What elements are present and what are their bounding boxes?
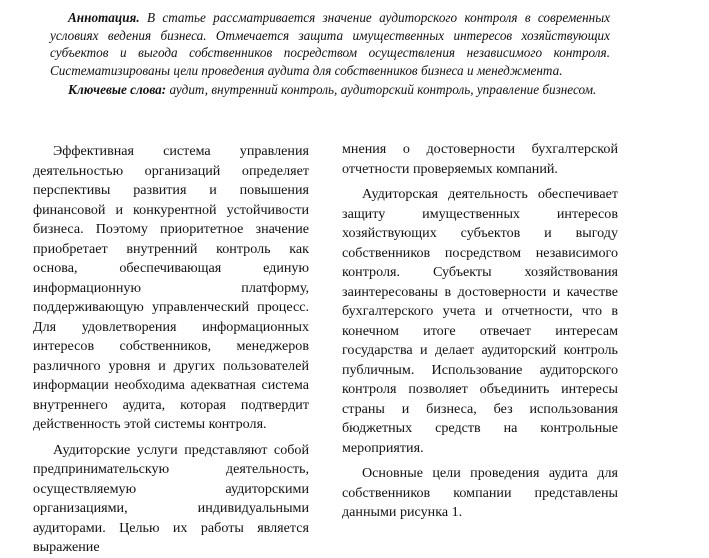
keywords-label: Ключевые слова:: [68, 82, 167, 98]
left-paragraph-1: Эффективная система управления деятельностью организаций определяет перспективы развития и повышения финансовой и конкурентной устойчивости бизнеса. Поэтому приоритетное значение приобретает внутренний контроль как основа, обеспечивающая единую информационную платформу, поддерживающую управленческий процесс. Для удовлетворения информационных интересов собственников, менеджеров различного уровня и других пользователей информации необходима адекватная система внутреннего аудита, которая подтвердит действенность этой системы контроля.: [33, 143, 309, 432]
right-paragraph-2: Основные цели проведения аудита для собственников компании представлены данными рисунка 1.: [342, 465, 618, 520]
abstract-text: В статье рассматривается значение аудиторского контроля в современных условиях ведения бизнеса. Отмечается защита имущественных интересов хозяйствующих субъектов и выгода собственников посредством осуществления независимого контроля. Систематизированы цели проведения аудита для собственников бизнеса и менеджмента.: [50, 10, 610, 78]
left-column: [33, 142, 309, 558]
abstract-label: Аннотация.: [68, 10, 140, 25]
left-paragraph-2: Аудиторские услуги представляют собой предпринимательскую деятельность, осуществляемую аудиторскими организациями, индивидуальными аудиторами. Целью их работы является выражение: [33, 441, 309, 555]
abstract-block: [50, 9, 610, 99]
keywords-text: аудит, внутренний контроль, аудиторский контроль, управление бизнесом.: [169, 82, 597, 98]
abstract-paragraph: [50, 9, 610, 79]
right-column: [342, 140, 618, 523]
right-paragraph-1: Аудиторская деятельность обеспечивает защиту имущественных интересов хозяйствующих субъектов и выгоду собственников посредством независимого контроля. Субъекты хозяйствования заинтересованы в достоверности и качестве бухгалтерского учета и отчетности, что в конечном итоге отвечает интересам государства и делает аудиторский контроль публичным. Использование аудиторского контроля позволяет объединить интересы страны и бизнеса, без использования бюджетных средств на контрольные мероприятия.: [342, 186, 618, 456]
keywords-paragraph: [50, 81, 610, 99]
right-paragraph-continuation: мнения о достоверности бухгалтерской отчетности проверяемых компаний.: [342, 141, 618, 177]
